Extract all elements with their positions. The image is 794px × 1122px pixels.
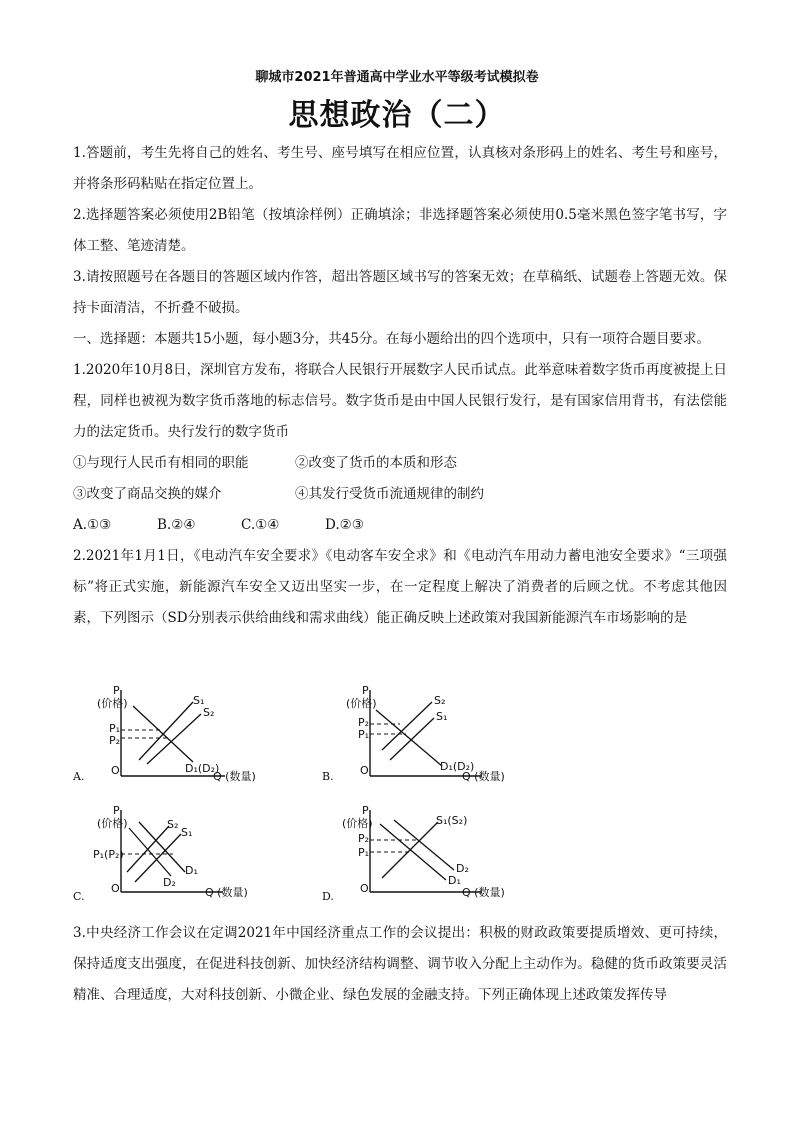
exam-title: 思想政治（二） (288, 98, 506, 133)
graph-d-axis-price: (价格) (342, 817, 373, 830)
graph-b-s-top: S₂ (434, 694, 446, 707)
graph-c-d1: D₁ (185, 864, 198, 877)
question-3-stem: 3.中央经济工作会议在定调2021年中国经济重点工作的会议提出：积极的财政政策要提质增效、更可持续，保持适度支出强度，在促进科技创新、加快经济结构调整、调节收入分配上主动作为。稳健的货币政策要灵活精准、合理适度，大对科技创新、小微企业、绿色发展的金融支持。下列正确体现上述政策发挥传导 (73, 925, 727, 1003)
graph-c-axis-q: Q (数量) (205, 886, 248, 899)
graph-c-s-top: S₂ (167, 818, 179, 831)
q1-option-1: ①与现行人民币有相同的职能 (73, 455, 249, 471)
question-3 (73, 918, 727, 1011)
graph-c-d2: D₂ (163, 876, 176, 889)
graph-c-p: P₁(P₂) (93, 848, 124, 861)
graph-b-d: D₁(D₂) (440, 760, 475, 773)
exam-subtitle: 聊城市2021年普通高中学业水平等级考试模拟卷 (255, 70, 539, 85)
instructions (73, 138, 727, 634)
graph-b-figure (322, 680, 522, 800)
q1-answer-d: D.②③ (325, 517, 364, 533)
q1-answer-c: C.①④ (241, 517, 280, 533)
graph-d-axis-p: P (362, 804, 369, 817)
instruction-3: 3.请按照题号在各题目的答题区域内作答，超出答题区域书写的答案无效；在草稿纸、试题卷上答题无效。保持卡面清洁，不折叠不破损。 (73, 269, 727, 316)
graph-b-axis-p: P (362, 684, 369, 697)
graph-a-figure (73, 680, 273, 800)
graph-c-s-low: S₁ (181, 826, 193, 839)
graph-d-s: S₁(S₂) (436, 814, 468, 827)
graph-a-letter: A. (73, 770, 85, 783)
graph-d-d2: D₂ (456, 862, 469, 875)
q1-answer-a: A.①③ (73, 517, 112, 533)
graph-d-p-up: P₂ (358, 832, 370, 845)
graph-c-axis-p: P (113, 804, 120, 817)
graph-d-letter: D. (322, 890, 334, 903)
graph-a-origin: O (111, 764, 120, 777)
graph-b (322, 680, 522, 800)
graph-a-s-low: S₂ (203, 706, 215, 719)
q1-answer-b: B.②④ (157, 517, 196, 533)
question-1-options-row-1 (73, 448, 727, 479)
graph-d-axis-q: Q (数量) (462, 886, 505, 899)
graph-d-d1: D₁ (448, 874, 461, 887)
graph-a-p-down: P₂ (109, 734, 121, 747)
graph-a-axis-price: (价格) (97, 697, 128, 710)
graph-b-axis-price: (价格) (346, 697, 377, 710)
q1-option-4: ④其发行受货币流通规律的制约 (295, 486, 484, 502)
graph-b-p-up: P₂ (358, 716, 370, 729)
graph-b-s-low: S₁ (436, 710, 448, 723)
graph-b-p-down: P₁ (358, 728, 370, 741)
question-2-stem: 2.2021年1月1日，《电动汽车安全要求》《电动客车安全求》和《电动汽车用动力蓄电池安全要求》“三项强标”将正式实施，新能源汽车安全又迈出坚实一步，在一定程度上解决了消费者的后顾之忧。不考虑其他因素，下列图示（SD分别表示供给曲线和需求曲线）能正确反映上述政策对我国新能源汽车市场影响的是 (73, 548, 727, 626)
q1-option-2: ②改变了货币的本质和形态 (295, 455, 457, 471)
graph-a-s-top: S₁ (193, 694, 205, 707)
graph-d (322, 800, 522, 920)
graph-c-letter: C. (73, 890, 85, 903)
instruction-2: 2.选择题答案必须使用2B铅笔（按填涂样例）正确填涂；非选择题答案必须使用0.5毫米黑色签字笔书写，字体工整、笔迹清楚。 (73, 207, 727, 254)
graph-b-axis-q: Q (数量) (462, 770, 505, 783)
question-1-options-row-2 (73, 479, 727, 510)
graph-a-axis-p: P (113, 684, 120, 697)
section-heading: 一、选择题：本题共15小题，每小题3分，共45分。在每小题给出的四个选项中，只有一项符合题目要求。 (73, 331, 710, 347)
question-1-stem: 1.2020年10月8日，深圳官方发布，将联合人民银行开展数字人民币试点。此举意味着数字货币再度被提上日程，同样也被视为数字货币落地的标志信号。数字货币是由中国人民银行发行，是有国家信用背书，有法偿能力的法定货币。央行发行的数字货币 (73, 362, 727, 440)
graph-c-origin: O (111, 882, 120, 895)
graph-d-figure (322, 800, 522, 920)
graph-b-origin: O (360, 764, 369, 777)
graph-d-p-down: P₁ (358, 846, 370, 859)
instruction-1: 1.答题前，考生先将自己的姓名、考生号、座号填写在相应位置，认真核对条形码上的姓名、考生号和座号，并将条形码粘贴在指定位置上。 (73, 145, 727, 192)
graph-d-origin: O (360, 882, 369, 895)
graph-c-axis-price: (价格) (97, 817, 128, 830)
graph-a (73, 680, 273, 800)
graph-c-figure (73, 800, 273, 920)
graph-a-p-up: P₁ (109, 722, 121, 735)
graph-b-letter: B. (322, 770, 334, 783)
graph-a-d: D₁(D₂) (185, 762, 220, 775)
q1-option-3: ③改变了商品交换的媒介 (73, 486, 222, 502)
graph-a-axis-q: Q (数量) (213, 770, 256, 783)
question-1-answers (73, 510, 727, 541)
graph-c (73, 800, 273, 920)
